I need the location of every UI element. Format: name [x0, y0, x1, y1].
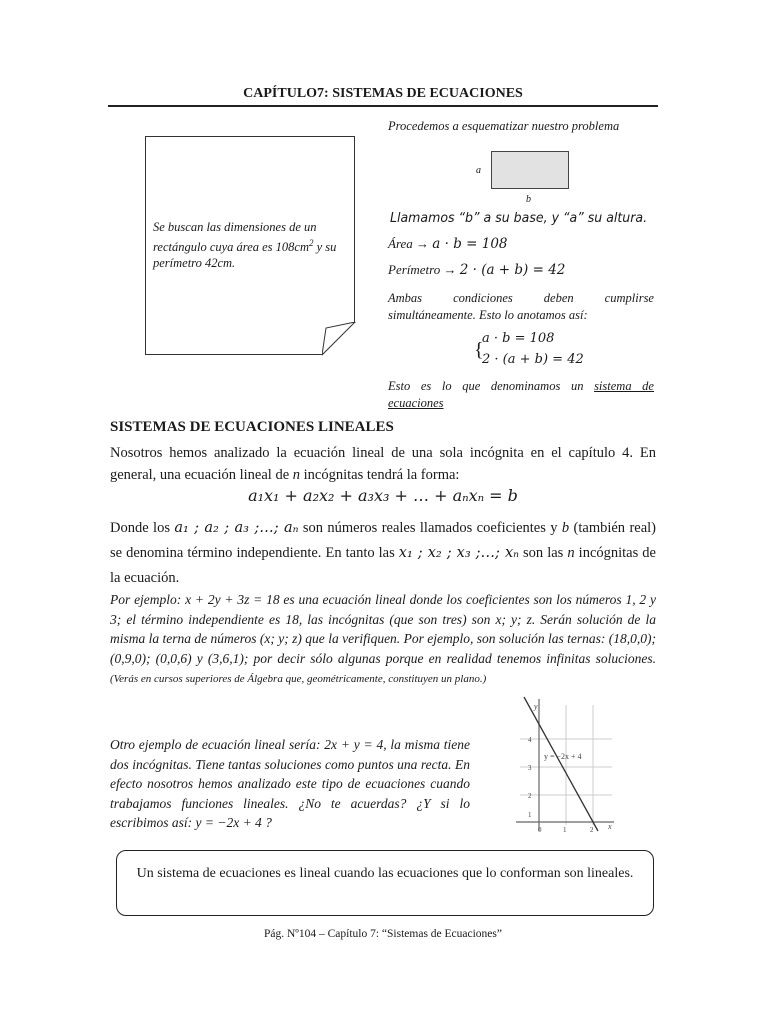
y-axis-label: y	[534, 702, 538, 711]
arrow-icon: →	[440, 262, 460, 277]
arrow-icon: →	[412, 236, 433, 251]
note-text: Se buscan las dimensiones de un rectángulo cuya área es $108cm^2$ y su perímetro 42cm.	[153, 220, 337, 271]
rectangle-diagram	[491, 151, 569, 189]
ambas-text: Ambas condiciones deben cumplirse simultáneamente. Esto lo anotamos así:	[388, 291, 654, 322]
brace-icon: {	[474, 339, 484, 361]
tick-y-4: 4	[528, 736, 532, 744]
system-eq-1: a · b = 108	[482, 331, 555, 346]
general-formula: a₁x₁ + a₂x₂ + a₃x₃ + … + aₙxₙ = b	[248, 486, 518, 505]
tick-y-3: 3	[528, 764, 532, 772]
linear-graph	[512, 695, 616, 835]
tick-x-0: 0	[538, 826, 542, 834]
paragraph-2: Donde los a₁ ; a₂ ; a₃ ;…; aₙ son números reales llamados coeficientes y b (también real) se denomina término independiente. En tanto las x₁ ; x₂ ; x₃ ;…; xₙ son las n incógnitas de la ecuación.	[110, 520, 656, 586]
graph-line	[524, 697, 598, 831]
esto-text: Esto es lo que denominamos un sistema de ecuaciones	[388, 379, 654, 410]
llamamos-text: Llamamos “b” a su base, y “a” su altura.	[390, 210, 648, 226]
page-footer: Pág. Nº104 – Capítulo 7: “Sistemas de Ecuaciones”	[264, 928, 502, 940]
section-title: SISTEMAS DE ECUACIONES LINEALES	[110, 419, 394, 435]
tick-x-2: 2	[590, 826, 594, 834]
definition-text: Un sistema de ecuaciones es lineal cuando las ecuaciones que lo conforman son lineales.	[136, 866, 634, 881]
paragraph-1: Nosotros hemos analizado la ecuación lineal de una sola incógnita en el capítulo 4. En general, una ecuación lineal de n incógnitas tendrá la forma:	[110, 445, 656, 483]
line-equation-label: y = −2x + 4	[544, 752, 582, 761]
perimeter-line: Perímetro → 2 · (a + b) = 42	[388, 262, 566, 278]
tick-y-2: 2	[528, 792, 532, 800]
header-rule	[108, 105, 658, 107]
area-line: Área → a · b = 108	[388, 236, 508, 252]
x-axis-label: x	[608, 822, 612, 831]
label-a: a	[476, 165, 481, 176]
grid-lines	[520, 705, 612, 825]
system-eq-2: 2 · (a + b) = 42	[482, 352, 584, 367]
tick-x-1: 1	[563, 826, 567, 834]
folded-corner-icon	[322, 322, 356, 356]
page-header: CAPÍTULO7: SISTEMAS DE ECUACIONES	[243, 86, 523, 101]
definition-box	[116, 850, 654, 916]
schema-intro: Procedemos a esquematizar nuestro problema	[388, 119, 620, 133]
label-b: b	[526, 194, 531, 205]
example-2: Otro ejemplo de ecuación lineal sería: 2x + y = 4, la misma tiene dos incógnitas. Tiene tantas soluciones como puntos una recta. En efecto nosotros hemos analizado este tipo de ecuaciones cuando trabajamos funciones lineales. ¿No te acuerdas? ¿Y si lo escribimos así: y = −2x + 4 ?	[110, 737, 470, 830]
tick-y-1: 1	[528, 811, 532, 819]
example-1: Por ejemplo: x + 2y + 3z = 18 es una ecuación lineal donde los coeficientes son los números 1, 2 y 3; el término independiente es 18, las incógnitas (que son tres) son x; y; z. Serán solución de la misma la terna de números (x; y; z) que la verifiquen. Por ejemplo, son solución las ternas: (18,0,0); (0,9,0); (0,0,6) y (3,6,1); por decir sólo algunas porque en realidad tenemos infinitas soluciones. (Verás en cursos superiores de Álgebra que, geométricamente, constituyen un plano.)	[110, 592, 656, 685]
